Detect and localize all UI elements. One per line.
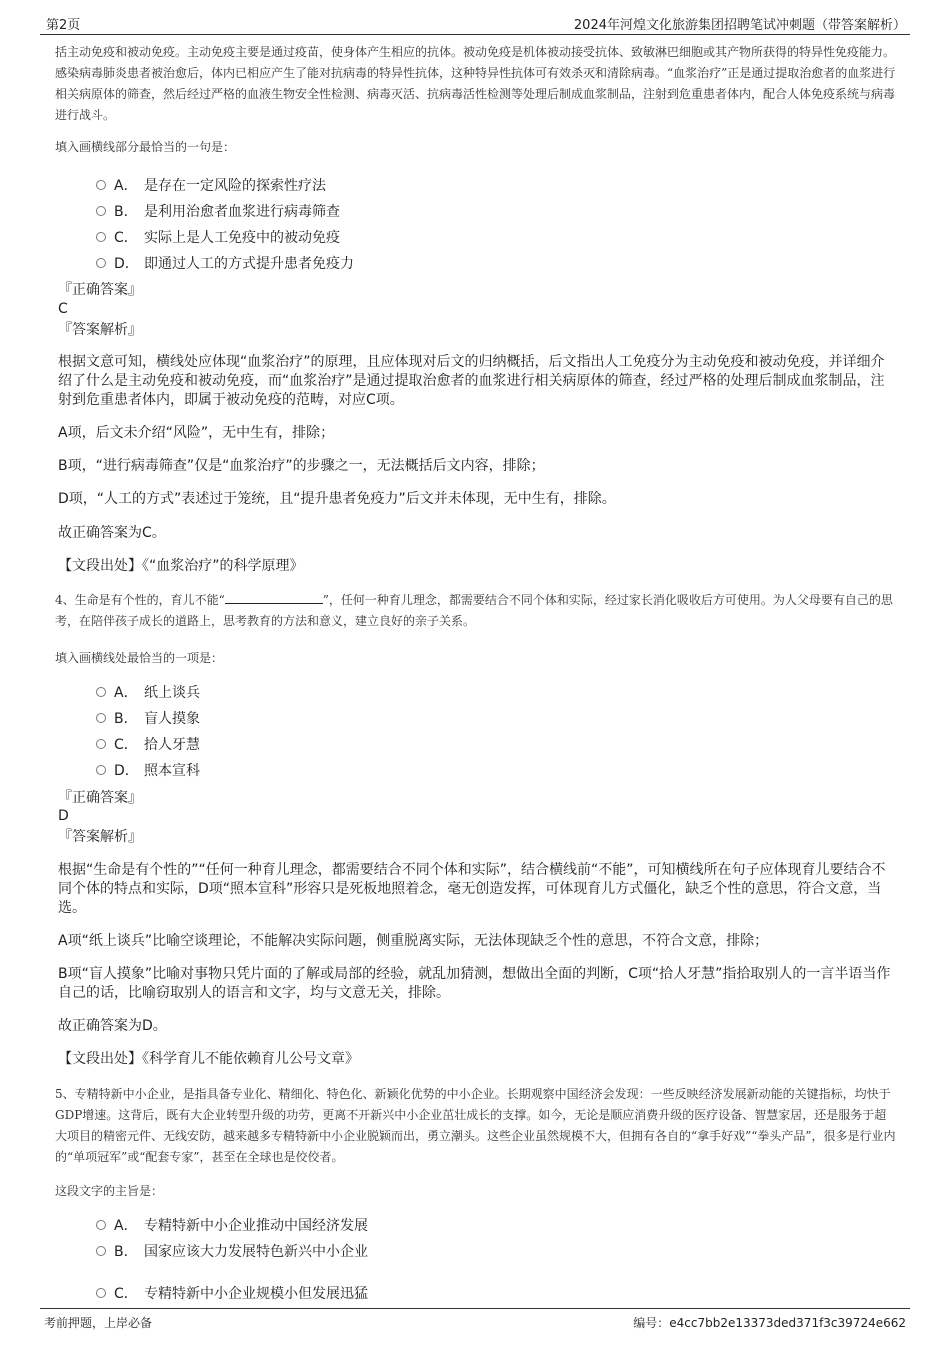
q3-answer-label: 『正确答案』	[58, 282, 142, 298]
radio-button-icon[interactable]	[96, 739, 106, 749]
q3-prompt: 填入画横线部分最恰当的一句是：	[55, 140, 236, 154]
q4-option-b[interactable]: B． 盲人摸象	[96, 708, 200, 728]
q5-prompt: 这段文字的主旨是：	[55, 1184, 164, 1198]
page-footer	[40, 1308, 910, 1333]
q3-answer: C	[58, 301, 68, 317]
document-serial: 编号：e4cc7bb2e13373ded371f3c39724e662	[633, 1316, 906, 1330]
q5-passage: 5、专精特新中小企业，是指具备专业化、精细化、特色化、新颖化优势的中小企业。长期观察中国经济会发现：一些反映经济发展新动能的关键指标，均快于GDP增速。这背后，既有大企业转型升级的功劳，更离不开新兴中小企业茁壮成长的支撑。如今，无论是顺应消费升级的医疗设备、智慧家居，还是服务于超大项目的精密元件、无线安防，越来越多专精特新中小企业脱颖而出，勇立潮头。这些企业虽然规模不大，但拥有各自的“拿手好戏”“拳头产品”，很多是行业内的“单项冠军”或“配套专家”，甚至在全球也是佼佼者。	[55, 1087, 896, 1164]
q3-option-b[interactable]: B． 是利用治愈者血浆进行病毒筛查	[96, 201, 340, 221]
q4-passage: 4、生命是有个性的，育儿不能“ ”，任何一种育儿理念，都需要结合不同个体和实际，经过家长消化吸收后方可使用。为人父母要有自己的思考，在陪伴孩子成长的道路上，思考教育的方法和意义，建立良好的亲子关系。	[55, 593, 893, 628]
radio-button-icon[interactable]	[96, 687, 106, 697]
q4-analysis-label: 『答案解析』	[58, 829, 142, 845]
document-title: 2024年河煌文化旅游集团招聘笔试冲刺题（带答案解析）	[573, 18, 906, 33]
page-header	[40, 12, 910, 35]
fill-in-blank	[225, 591, 323, 604]
q5-option-b[interactable]: B． 国家应该大力发展特色新兴中小企业	[96, 1241, 368, 1261]
q4-option-d[interactable]: D． 照本宣科	[96, 760, 200, 780]
q4-source: 【文段出处】《科学育儿不能依赖育儿公号文章》	[58, 1051, 359, 1067]
radio-button-icon[interactable]	[96, 180, 106, 190]
radio-button-icon[interactable]	[96, 1220, 106, 1230]
q3-analysis-p2: A项，后文未介绍“风险”，无中生有，排除；	[58, 425, 335, 441]
radio-button-icon[interactable]	[96, 765, 106, 775]
q3-source: 【文段出处】《“血浆治疗”的科学原理》	[58, 558, 304, 574]
q5-option-c[interactable]: C． 专精特新中小企业规模小但发展迅猛	[96, 1283, 368, 1303]
q3-analysis-p5: 故正确答案为C。	[58, 525, 166, 541]
q3-option-c[interactable]: C． 实际上是人工免疫中的被动免疫	[96, 227, 340, 247]
q3-option-a[interactable]: A． 是存在一定风险的探索性疗法	[96, 175, 326, 195]
q4-answer: D	[58, 808, 69, 824]
q4-prompt: 填入画横线处最恰当的一项是：	[55, 651, 224, 665]
q4-analysis-p4: 故正确答案为D。	[58, 1018, 167, 1034]
q4-analysis-p2: A项“纸上谈兵”比喻空谈理论，不能解决实际问题，侧重脱离实际，无法体现缺乏个性的意思，不符合文意，排除；	[58, 933, 769, 949]
q4-option-a[interactable]: A． 纸上谈兵	[96, 682, 200, 702]
q4-answer-label: 『正确答案』	[58, 790, 142, 806]
radio-button-icon[interactable]	[96, 713, 106, 723]
radio-button-icon[interactable]	[96, 1288, 106, 1298]
q3-passage: 括主动免疫和被动免疫。主动免疫主要是通过疫苗，使身体产生相应的抗体。被动免疫是机体被动接受抗体、致敏淋巴细胞或其产物所获得的特异性免疫能力。感染病毒肺炎患者被治愈后，体内已相应产生了能对抗病毒的特异性抗体，这种特异性抗体可有效杀灭和清除病毒。“血浆治疗”正是通过提取治愈者的血浆进行相关病原体的筛查，然后经过严格的血液生物安全性检测、病毒灭活、抗病毒活性检测等处理后制成血浆制品，注射到危重患者体内，配合人体免疫系统与病毒进行战斗。	[55, 45, 896, 122]
q4-analysis-p1: 根据“生命是有个性的”“任何一种育儿理念，都需要结合不同个体和实际”，结合横线前“不能”，可知横线所在句子应体现育儿要结合不同个体的特点和实际，D项“照本宣科”形容只是死板地照着念，毫无创造发挥，可体现育儿方式僵化，缺乏个性的意思，符合文意，当选。	[58, 862, 886, 916]
q3-analysis-p4: D项，“人工的方式”表述过于笼统，且“提升患者免疫力”后文并未体现，无中生有，排除。	[58, 491, 616, 507]
q3-option-d[interactable]: D． 即通过人工的方式提升患者免疫力	[96, 253, 354, 273]
radio-button-icon[interactable]	[96, 232, 106, 242]
q3-analysis-p3: B项，“进行病毒筛查”仅是“血浆治疗”的步骤之一，无法概括后文内容，排除；	[58, 458, 545, 474]
q4-option-c[interactable]: C． 拾人牙慧	[96, 734, 200, 754]
radio-button-icon[interactable]	[96, 258, 106, 268]
radio-button-icon[interactable]	[96, 206, 106, 216]
q5-option-a[interactable]: A． 专精特新中小企业推动中国经济发展	[96, 1215, 368, 1235]
q3-analysis-p1: 根据文意可知，横线处应体现“血浆治疗”的原理，且应体现对后文的归纳概括，后文指出人工免疫分为主动免疫和被动免疫，并详细介绍了什么是主动免疫和被动免疫，而“血浆治疗”是通过提取治愈者的血浆进行相关病原体的筛查，经过严格的处理后制成血浆制品，注射到危重患者体内，即属于被动免疫的范畴，对应C项。	[58, 354, 885, 408]
page-number: 第2页	[46, 18, 81, 33]
q4-analysis-p3: B项“盲人摸象”比喻对事物只凭片面的了解或局部的经验，就乱加猜测，想做出全面的判断，C项“拾人牙慧”指拾取别人的一言半语当作自己的话，比喻窃取别人的语言和文字，均与文意无关，排除。	[58, 966, 891, 1001]
footer-slogan: 考前押题，上岸必备	[44, 1316, 153, 1330]
radio-button-icon[interactable]	[96, 1246, 106, 1256]
q3-analysis-label: 『答案解析』	[58, 322, 142, 338]
